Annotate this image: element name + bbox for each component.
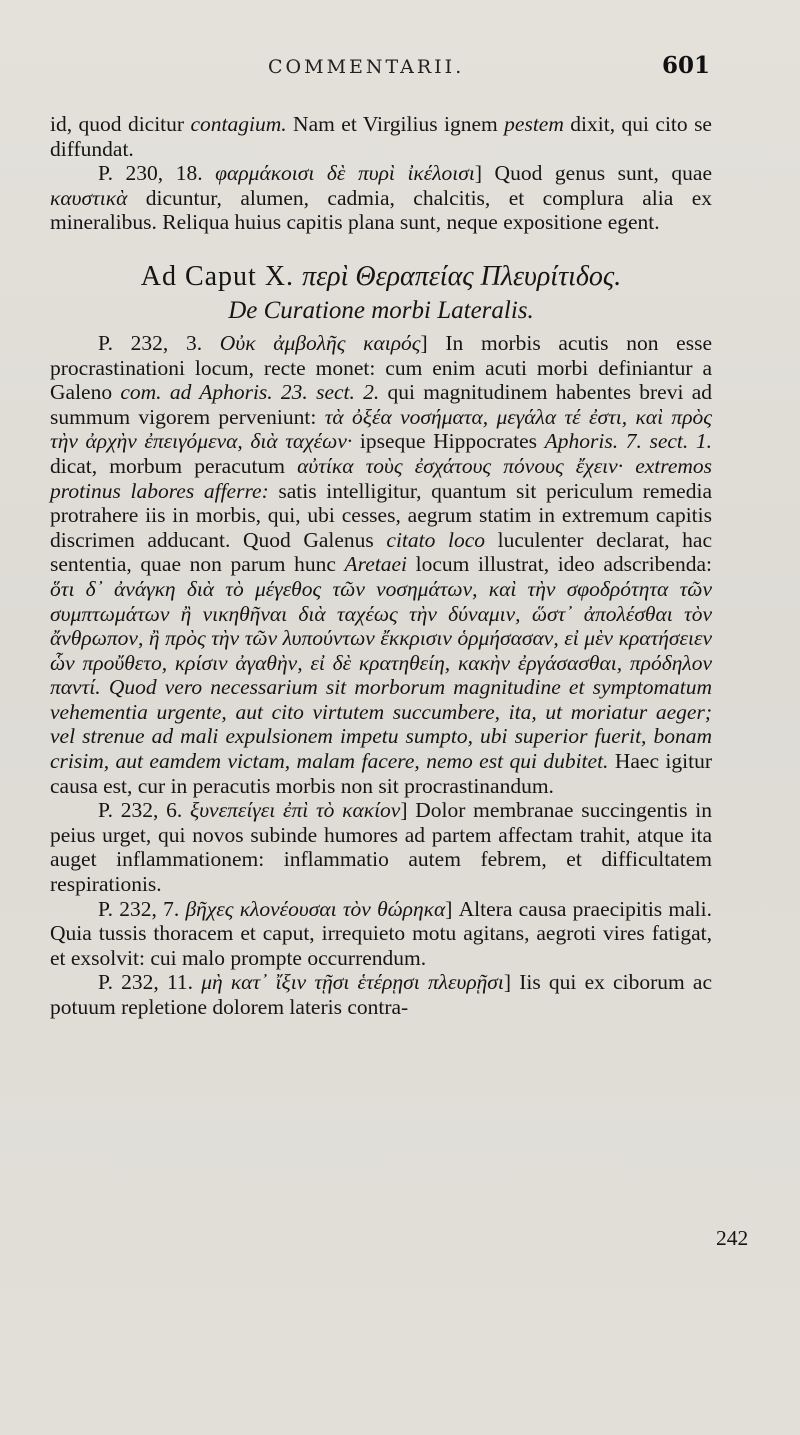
section-heading: Ad Caput X. περὶ Θεραπείας Πλευρίτιδος. <box>140 260 622 292</box>
page-number: 601 <box>662 52 711 79</box>
paragraph-p232-3: P. 232, 3. Οὐκ ἀμβολῆς καιρός] In morbis acutis non esse procrastinationi locum, recte monet: cum enim acuti morbi definiantur a Galeno com. ad Aphoris. 23. sect. 2. qui magnitudinem habentes brevi ad summum vigorem perveniunt: τὰ ὀξέα νοσήματα, μεγάλα τέ ἐστι, καὶ πρὸς τὴν ἀρχὴν ἐπειγόμενα, διὰ ταχέων· ipseque Hippocrates Aphoris. 7. sect. 1. dicat, morbum peracutum αὐτίκα τοὺς ἐσχάτους πόνους ἔχειν· extremos protinus labores afferre: satis intelligitur, quantum sit periculum remedia protrahere iis in morbis, qui, ubi cesses, aegrum statim in extremum capitis discrimen adducant. Quod Galenus citato loco luculenter declarat, hac sententia, quae non parum hunc Aretaei locum illustrat, ideo adscribenda: ὅτι δ᾽ ἀνάγκη διὰ τὸ μέγεθος τῶν νοσημάτων, καὶ τὴν σφοδρότητα τῶν συμπτωμάτων ἢ νικηθῆναι διὰ ταχέως τὴν δύναμιν, ὥστ᾽ ἀπολέσθαι τὸν ἄνθρωπον, ἢ πρὸς τὴν τῶν λυπούντων ἔκκρισιν ὁρμήσασαν, εἰ μὲν κρατήσειεν ὧν προὔθετο, κρίσιν ἀγαθὴν, εἰ δὲ κρατηθείη, κακὴν ἐργάσασθαι, πρόδηλον παντί. Quod vero necessarium sit morborum magnitudine et symptomatum vehementia urgente, aut cito virtutem succumbere, ita, ut moriatur aeger; vel strenue ad mali expulsionem impetu sumpto, ubi superior fuerit, bonam crisim, aut eamdem victam, malam facere, nemo est qui dubitet. Haec igitur causa est, cur in peracutis morbis non sit procrastinandum. <box>50 330 713 798</box>
running-head <box>0 52 800 86</box>
paragraph-p230-18: P. 230, 18. φαρμάκοισι δὲ πυρὶ ἰκέλοισι] Quod genus sunt, quae καυστικὰ dicuntur, alumen, cadmia, chalcitis, et complura alia ex mineralibus. Reliqua huius capitis plana sunt, neque expositione egent. <box>50 161 712 235</box>
paragraph-p232-11: P. 232, 11. μὴ κατ᾽ ἴξιν τῇσι ἑτέρῃσι πλευρῇσι] Iis qui ex ciborum ac potuum repletione dolorem lateris contra- <box>50 970 712 1019</box>
paragraph-p232-7: P. 232, 7. βῆχες κλονέουσαι τὸν θώρηκα] Altera causa praecipitis mali. Quia tussis thoracem et caput, irrequieto motu agitans, aegroti vires fatigat, et exsolvit: cui malo prompte occurrendum. <box>50 896 713 970</box>
section-subtitle: De Curatione morbi Lateralis. <box>228 296 534 324</box>
running-title: COMMENTARII. <box>268 56 465 78</box>
paragraph-p232-6: P. 232, 6. ξυνεπείγει ἐπὶ τὸ κακίον] Dolor membranae succingentis in peius urget, qui novos subinde humores ad partem affectam trahit, atque ita auget inflammationem: inflammatio autem febrem, et difficultatem respirationis. <box>50 798 712 897</box>
text-block <box>50 112 712 1020</box>
paragraph-contagium: id, quod dicitur contagium. Nam et Virgilius ignem pestem dixit, qui cito se diffundat. <box>50 112 712 161</box>
margin-number: 242 <box>716 1226 749 1250</box>
